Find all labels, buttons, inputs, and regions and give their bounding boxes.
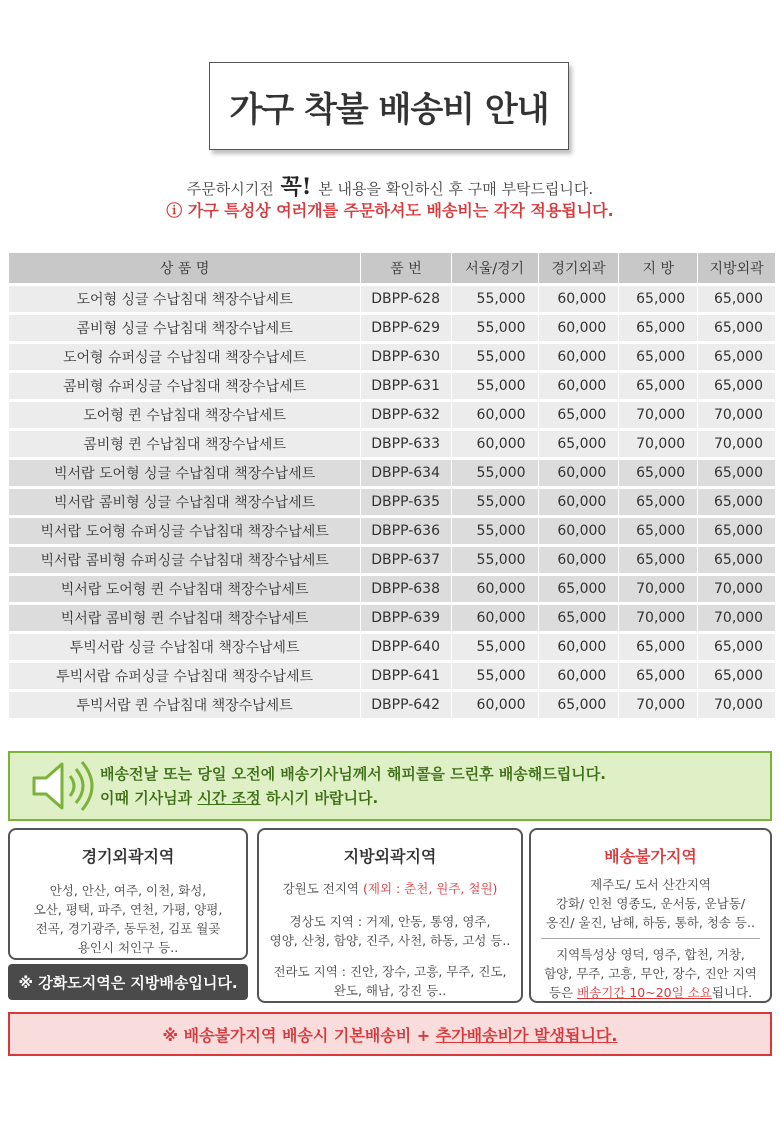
region-local-outer [257, 828, 523, 1003]
cell-seoul: 55,000 [452, 344, 538, 370]
speaker-icon [20, 756, 100, 816]
cell-product-name: 도어형 슈퍼싱글 수납침대 책장수납세트 [9, 344, 360, 370]
cell-product-name: 투빅서랍 싱글 수납침대 책장수납세트 [9, 634, 360, 660]
extra-fee-notice [8, 1012, 772, 1056]
cell-seoul: 60,000 [452, 692, 538, 718]
cell-local: 70,000 [619, 605, 697, 631]
table-row [9, 547, 775, 573]
cell-local-outer: 65,000 [698, 344, 775, 370]
cell-local-outer: 65,000 [698, 460, 775, 486]
notice-line-1 [0, 170, 780, 201]
cell-product-code: DBPP-637 [361, 547, 451, 573]
cell-seoul: 55,000 [452, 634, 538, 660]
cell-product-name: 빅서랍 콤비형 슈퍼싱글 수납침대 책장수납세트 [9, 547, 360, 573]
gangwon-text: 강원도 전지역 [282, 881, 360, 896]
cell-product-name: 빅서랍 콤비형 싱글 수납침대 책장수납세트 [9, 489, 360, 515]
cell-product-code: DBPP-632 [361, 402, 451, 428]
cell-local: 70,000 [619, 402, 697, 428]
table-row [9, 431, 775, 457]
header-local: 지 방 [619, 253, 697, 283]
cell-product-code: DBPP-633 [361, 431, 451, 457]
cell-local-outer: 70,000 [698, 402, 775, 428]
header-product-code: 품 번 [361, 253, 451, 283]
cell-local: 65,000 [619, 315, 697, 341]
header-seoul: 서울/경기 [452, 253, 538, 283]
cell-local: 65,000 [619, 518, 697, 544]
cell-product-name: 도어형 싱글 수납침대 책장수납세트 [9, 286, 360, 312]
cell-local: 70,000 [619, 431, 697, 457]
region-jeolla [259, 962, 521, 1000]
cell-product-code: DBPP-640 [361, 634, 451, 660]
cell-product-name: 콤비형 퀸 수납침대 책장수납세트 [9, 431, 360, 457]
cell-seoul: 55,000 [452, 373, 538, 399]
extra-fee-pre: ※ 배송불가지역 배송시 기본배송비 + [162, 1025, 431, 1045]
region-line: 지역특성상 영덕, 영주, 합천, 거창, [556, 947, 745, 962]
region-gyeonggi-outer [8, 828, 248, 960]
cell-local-outer: 70,000 [698, 692, 775, 718]
cell-product-code: DBPP-630 [361, 344, 451, 370]
cell-gyeonggi-outer: 65,000 [539, 605, 619, 631]
cell-product-code: DBPP-634 [361, 460, 451, 486]
region-title: 배송불가지역 [604, 847, 697, 866]
cell-seoul: 55,000 [452, 663, 538, 689]
cell-product-code: DBPP-642 [361, 692, 451, 718]
notice-emphasis: 꼭! [280, 174, 312, 200]
region-line [531, 983, 770, 1002]
table-header-row [9, 253, 775, 283]
header-local-outer: 지방외곽 [698, 253, 775, 283]
delivery-line-2-emphasis: 시간 조정 [197, 789, 261, 807]
page-title: 가구 착불 배송비 안내 [229, 89, 549, 130]
delivery-text [100, 762, 606, 810]
region-line: 완도, 해남, 강진 등.. [333, 983, 447, 998]
cell-seoul: 55,000 [452, 286, 538, 312]
cell-local: 70,000 [619, 692, 697, 718]
cell-gyeonggi-outer: 60,000 [539, 489, 619, 515]
cell-product-code: DBPP-629 [361, 315, 451, 341]
cell-local-outer: 65,000 [698, 547, 775, 573]
cell-product-code: DBPP-636 [361, 518, 451, 544]
region-line: 강화/ 인천 영종도, 운서동, 운남동/ [555, 896, 746, 911]
region-line: 옹진/ 울진, 남해, 하동, 통하, 청송 등.. [546, 915, 755, 930]
region-gyeongsang [259, 912, 521, 950]
cell-local: 65,000 [619, 634, 697, 660]
gangwha-notice: ※ 강화도지역은 지방배송입니다. [8, 964, 248, 1000]
table-row [9, 518, 775, 544]
foot-post: 됩니다. [711, 985, 753, 1000]
cell-gyeonggi-outer: 65,000 [539, 576, 619, 602]
region-line: 영양, 산청, 함양, 진주, 사천, 하동, 고성 등.. [269, 933, 511, 948]
cell-product-name: 빅서랍 콤비형 퀸 수납침대 책장수납세트 [9, 605, 360, 631]
cell-seoul: 55,000 [452, 315, 538, 341]
cell-seoul: 55,000 [452, 518, 538, 544]
cell-product-code: DBPP-628 [361, 286, 451, 312]
table-row [9, 315, 775, 341]
header-product-name: 상 품 명 [9, 253, 360, 283]
cell-local-outer: 65,000 [698, 518, 775, 544]
cell-local: 65,000 [619, 373, 697, 399]
cell-product-name: 콤비형 슈퍼싱글 수납침대 책장수납세트 [9, 373, 360, 399]
cell-gyeonggi-outer: 60,000 [539, 286, 619, 312]
title-box [209, 62, 569, 150]
delivery-line-2-post: 하시기 바랍니다. [265, 789, 379, 807]
cell-local-outer: 65,000 [698, 373, 775, 399]
table-row [9, 692, 775, 718]
cell-local: 70,000 [619, 576, 697, 602]
cell-local: 65,000 [619, 344, 697, 370]
cell-product-code: DBPP-635 [361, 489, 451, 515]
cell-seoul: 55,000 [452, 489, 538, 515]
cell-gyeonggi-outer: 65,000 [539, 431, 619, 457]
region-body [10, 881, 246, 957]
table-row [9, 373, 775, 399]
region-line: 오산, 평택, 파주, 연천, 가평, 양평, [33, 902, 223, 917]
region-line: 용인시 처인구 등.. [77, 940, 179, 955]
cell-product-code: DBPP-631 [361, 373, 451, 399]
cell-product-name: 투빅서랍 퀸 수납침대 책장수납세트 [9, 692, 360, 718]
header-gyeonggi-outer: 경기외곽 [539, 253, 619, 283]
cell-gyeonggi-outer: 65,000 [539, 402, 619, 428]
divider [541, 938, 760, 939]
cell-gyeonggi-outer: 60,000 [539, 344, 619, 370]
delivery-info-banner [8, 751, 772, 821]
cell-gyeonggi-outer: 60,000 [539, 373, 619, 399]
cell-local-outer: 70,000 [698, 576, 775, 602]
extra-fee-emphasis: 추가배송비가 발생됩니다. [435, 1025, 618, 1045]
table-row [9, 286, 775, 312]
table-row [9, 460, 775, 486]
cell-local-outer: 65,000 [698, 489, 775, 515]
region-line: 전곡, 경기광주, 동두천, 김포 월곶 [35, 921, 221, 936]
cell-local: 65,000 [619, 547, 697, 573]
cell-product-name: 도어형 퀸 수납침대 책장수납세트 [9, 402, 360, 428]
table-row [9, 576, 775, 602]
region-undeliverable [529, 828, 772, 1003]
cell-seoul: 55,000 [452, 460, 538, 486]
table-row [9, 489, 775, 515]
cell-local-outer: 65,000 [698, 663, 775, 689]
table-row [9, 402, 775, 428]
cell-local: 65,000 [619, 663, 697, 689]
delivery-line-2 [100, 786, 606, 810]
cell-product-code: DBPP-638 [361, 576, 451, 602]
delivery-line-1: 배송전날 또는 당일 오전에 배송기사님께서 해피콜을 드린후 배송해드립니다. [100, 765, 606, 783]
delivery-line-2-pre: 이때 기사님과 [100, 789, 193, 807]
table-row [9, 605, 775, 631]
cell-seoul: 60,000 [452, 576, 538, 602]
region-line: 안성, 안산, 여주, 이천, 화성, [49, 883, 207, 898]
cell-product-name: 빅서랍 도어형 퀸 수납침대 책장수납세트 [9, 576, 360, 602]
cell-local-outer: 65,000 [698, 315, 775, 341]
cell-gyeonggi-outer: 65,000 [539, 692, 619, 718]
table-row [9, 663, 775, 689]
region-line: 전라도 지역 : 진안, 장수, 고흥, 무주, 진도, [273, 964, 507, 979]
cell-local-outer: 70,000 [698, 605, 775, 631]
cell-product-name: 콤비형 싱글 수납침대 책장수납세트 [9, 315, 360, 341]
notice-line-2: ⓘ 가구 특성상 여러개를 주문하셔도 배송비는 각각 적용됩니다. [166, 201, 614, 220]
cell-local: 65,000 [619, 489, 697, 515]
notice-text-post: 본 내용을 확인하신 후 구매 부탁드립니다. [318, 180, 594, 198]
cell-product-name: 빅서랍 도어형 슈퍼싱글 수납침대 책장수납세트 [9, 518, 360, 544]
cell-product-code: DBPP-641 [361, 663, 451, 689]
cell-gyeonggi-outer: 60,000 [539, 315, 619, 341]
cell-seoul: 55,000 [452, 547, 538, 573]
cell-gyeonggi-outer: 60,000 [539, 518, 619, 544]
region-title: 경기외곽지역 [81, 847, 175, 866]
region-footnote [531, 945, 770, 1002]
cell-gyeonggi-outer: 60,000 [539, 460, 619, 486]
region-line: 제주도/ 도서 산간지역 [590, 877, 711, 892]
cell-product-name: 빅서랍 도어형 싱글 수납침대 책장수납세트 [9, 460, 360, 486]
region-line: 경상도 지역 : 거제, 안동, 통영, 영주, [289, 914, 491, 929]
cell-local-outer: 70,000 [698, 431, 775, 457]
cell-local: 65,000 [619, 286, 697, 312]
region-body [531, 875, 770, 932]
shipping-fee-table [8, 250, 776, 721]
gangwon-exclusion: (제외 : 춘천, 원주, 철원) [363, 881, 498, 896]
notice-text-pre: 주문하시기전 [186, 180, 274, 198]
table-row [9, 634, 775, 660]
foot-pre: 등은 [548, 985, 574, 1000]
cell-seoul: 60,000 [452, 402, 538, 428]
cell-local-outer: 65,000 [698, 286, 775, 312]
table-row [9, 344, 775, 370]
cell-gyeonggi-outer: 60,000 [539, 547, 619, 573]
region-line: 함양, 무주, 고흥, 무안, 장수, 진안 지역 [544, 966, 757, 981]
region-title: 지방외곽지역 [343, 847, 437, 866]
region-gangwon [259, 879, 521, 898]
cell-gyeonggi-outer: 60,000 [539, 663, 619, 689]
cell-product-name: 투빅서랍 슈퍼싱글 수납침대 책장수납세트 [9, 663, 360, 689]
cell-local: 65,000 [619, 460, 697, 486]
cell-product-code: DBPP-639 [361, 605, 451, 631]
foot-period: 배송기간 10~20일 소요 [577, 985, 712, 1000]
cell-seoul: 60,000 [452, 431, 538, 457]
cell-seoul: 60,000 [452, 605, 538, 631]
cell-gyeonggi-outer: 60,000 [539, 634, 619, 660]
cell-local-outer: 65,000 [698, 634, 775, 660]
